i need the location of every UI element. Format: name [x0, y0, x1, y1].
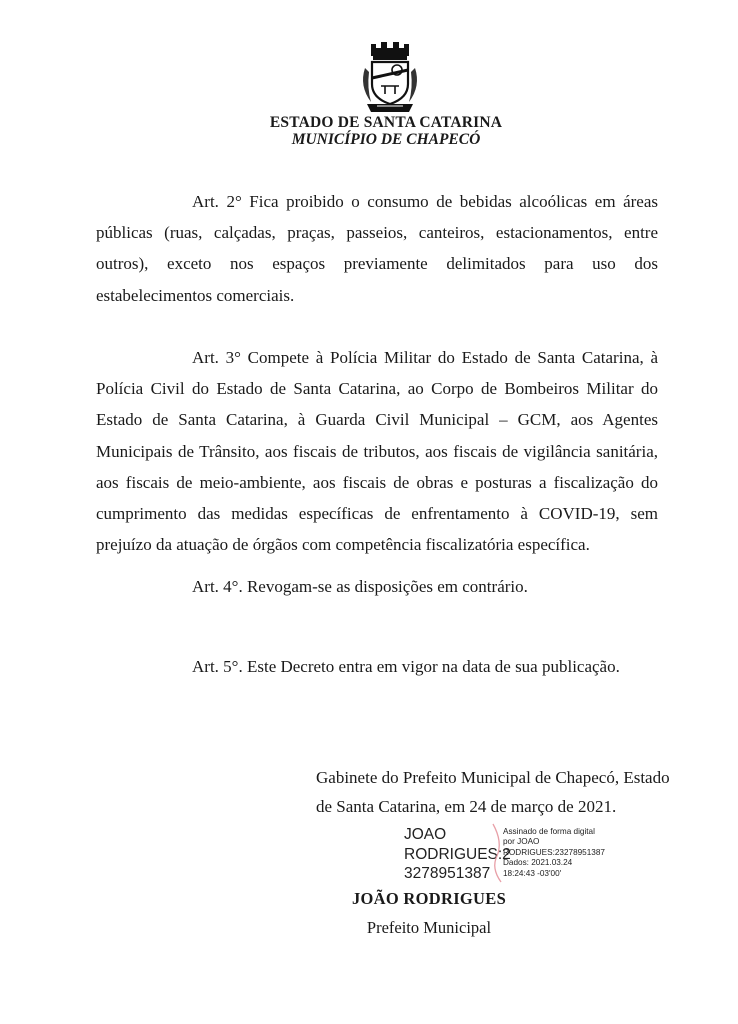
- article-4: [192, 577, 528, 597]
- article-5: [192, 657, 620, 677]
- signer-name: JOÃO RODRIGUES: [351, 889, 507, 908]
- signature-name-line: RODRIGUES:2: [404, 845, 511, 863]
- signature-detail-line: Dados: 2021.03.24: [503, 858, 573, 868]
- signature-detail-line: RODRIGUES:23278951387: [503, 847, 605, 857]
- article-2-text: Fica proibido o consumo de bebidas alcoólicas em áreas públicas (ruas, calçadas, praças, passeios, canteiros, estacionamentos, entre outros), exceto nos espaços previamente delimitados para uso dos estabelecimentos comerciais.: [96, 192, 658, 305]
- article-3-text: Compete à Polícia Militar do Estado de Santa Catarina, à Polícia Civil do Estado de Santa Catarina, ao Corpo de Bombeiros Militar do Estado de Santa Catarina, à Guarda Civil Municipal – GCM, aos Agentes Municipais de Trânsito, aos fiscais de tributos, aos fiscais de vigilância sanitária, aos fiscais de meio-ambiente, aos fiscais de obras e posturas a fiscalização do cumprimento das medidas específicas de enfrentamento à COVID-19, sem prejuízo da atuação de órgãos com competência fiscalizatória específica.: [96, 348, 659, 555]
- closing-line-1: Gabinete do Prefeito Municipal de Chapecó, Estado: [316, 768, 670, 787]
- article-4-label: Art. 4°.: [192, 577, 243, 596]
- closing-place-date: [316, 763, 676, 821]
- article-3: [96, 342, 658, 560]
- signer-role: Prefeito Municipal: [366, 918, 492, 937]
- article-5-label: Art. 5°.: [192, 657, 243, 676]
- article-2: [96, 186, 658, 311]
- signature-detail-line: 18:24:43 -03'00': [503, 868, 562, 878]
- coat-of-arms-icon: [345, 38, 435, 116]
- closing-line-2: de Santa Catarina, em 24 de março de 2021.: [316, 797, 617, 816]
- signature-detail-line: Assinado de forma digital: [503, 827, 595, 836]
- article-2-label: Art. 2°: [192, 192, 242, 211]
- signature-detail-line: por JOAO: [503, 837, 540, 847]
- signature-name-line: JOAO: [404, 826, 447, 843]
- digital-signature-details: [503, 827, 605, 879]
- article-4-text: Revogam-se as disposições em contrário.: [246, 577, 528, 596]
- municipality-heading: MUNICÍPIO DE CHAPECÓ: [291, 131, 481, 148]
- signature-name-line: 3278951387: [404, 865, 491, 882]
- article-3-label: Art. 3°: [192, 348, 241, 367]
- article-5-text: Este Decreto entra em vigor na data de sua publicação.: [246, 657, 620, 676]
- state-heading: ESTADO DE SANTA CATARINA: [269, 114, 503, 131]
